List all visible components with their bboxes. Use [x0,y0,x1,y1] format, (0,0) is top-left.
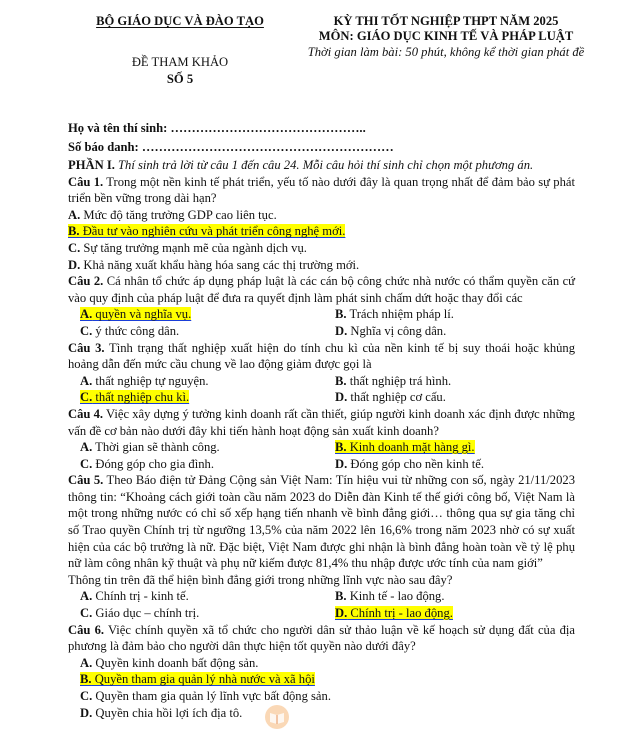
option-letter: C. [80,456,93,471]
q1-option-c[interactable] [68,240,575,257]
option-text: Thời gian sẽ thành công. [92,440,220,455]
q4-option-d[interactable] [335,456,575,473]
section-title: PHẦN I. [68,158,115,172]
option-letter: C. [80,606,93,621]
exam-number: SỐ 5 [166,72,194,86]
answer-highlight [80,672,315,686]
option-letter: B. [335,373,347,388]
option-letter: A. [80,440,93,455]
question-text: Việc xây dựng ý tưởng kinh doanh rất cần thiết, giúp người kinh doanh xác định được những vấn đề cơ bản nào dưới đây khi tiến hành hoạt động sản xuất kinh doanh? [68,406,575,438]
q5-option-a[interactable] [68,588,335,605]
q5-option-d[interactable] [335,605,575,622]
q2-option-c[interactable] [68,323,335,340]
exam-time: Thời gian làm bài: 50 phút, không kể thời gian phát đề [307,45,585,59]
option-text: Quyền kinh doanh bất động sản. [92,655,259,670]
q1-option-a[interactable] [68,207,575,224]
option-letter: D. [335,606,348,621]
exam-subject: MÔN: GIÁO DỤC KINH TẾ VÀ PHÁP LUẬT [318,29,574,43]
option-text: Chính trị - kinh tế. [92,589,189,604]
q5-option-c[interactable] [68,605,335,622]
option-letter: D. [335,323,348,338]
q5-options-row-1 [68,588,575,605]
exam-content [68,157,575,721]
option-text: Quyền tham gia quản lý lĩnh vực bất động sản. [92,689,331,703]
question-label: Câu 6. [68,622,105,637]
option-letter: B. [80,672,92,687]
q3-option-d[interactable] [335,389,575,406]
q6-option-d[interactable] [68,705,575,722]
candidate-info [68,119,394,157]
q2-option-b[interactable] [335,306,575,323]
q2-option-a[interactable] [68,306,335,323]
watermark-book-icon [264,704,290,730]
option-text: Đầu tư vào nghiên cứu và phát triển công nghệ mới. [79,224,346,239]
ministry-name: BỘ GIÁO DỤC VÀ ĐÀO TẠO [96,14,264,28]
option-letter: C. [80,689,93,703]
option-letter: A. [80,589,93,604]
candidate-id-line: Số báo danh: …………………………………………………… [68,140,394,154]
option-letter: B. [335,440,347,455]
option-text: Quyền chia hồi lợi ích địa tô. [92,705,243,720]
section-heading [68,157,575,174]
option-letter: A. [80,655,93,670]
document-type: ĐỀ THAM KHẢO [131,55,229,69]
option-text: Sự tăng trưởng mạnh mẽ của ngành dịch vụ. [80,240,307,255]
q6-option-a[interactable] [68,655,575,672]
option-text: quyền và nghĩa vụ. [92,307,192,322]
q4-option-a[interactable] [68,439,335,456]
option-text: Mức độ tăng trưởng GDP cao liên tục. [80,207,277,222]
header-right [278,14,614,60]
q2-option-d[interactable] [335,323,575,340]
q3-option-a[interactable] [68,373,335,390]
question-text: Theo Báo điện tử Đảng Cộng sản Việt Nam: Tín hiệu vui từ những con số, ngày 21/11/2023 thông tin: “Khoảng cách giới toàn cầu năm 2023 do Diễn đàn Kinh tế thế giới công bố, Việt Nam là một trong những nước có chỉ số xếp hạng tiến nhanh về bình đẳng giới… thông qua sự gia tăng chỉ số Trao quyền Chính trị từ ngưỡng 13,5% của năm 2022 lên 16,6% trong năm 2023 nhờ có sự xuất hiện của các bộ trưởng là nữ. Đặc biệt, Việt Nam được ghi nhận là bình đẳng hoàn toàn về tỷ lệ phụ nữ làm công nhân kỹ thuật và phụ nữ kiếm được 81,4% thu nhập được ước tính của nam giới” [68,473,575,571]
question-3 [68,340,575,373]
q6-option-b[interactable] [68,671,575,688]
q1-option-d[interactable] [68,257,575,274]
option-text: Đóng góp cho nền kinh tế. [347,456,485,471]
option-text: Kinh tế - lao động. [346,589,445,604]
question-1 [68,174,575,207]
option-letter: B. [335,589,347,604]
q4-options-row-1 [68,439,575,456]
option-letter: D. [335,390,348,405]
q3-options-row-2 [68,389,575,406]
option-text: thất nghiệp cơ cấu. [347,390,446,405]
option-letter: A. [80,373,93,388]
option-text: Đóng góp cho gia đình. [92,456,214,471]
option-text: thất nghiệp trá hình. [346,373,452,388]
q3-option-b[interactable] [335,373,575,390]
option-letter: D. [68,257,81,272]
option-text: Kinh doanh mặt hàng gì. [346,440,475,455]
answer-highlight [335,440,475,454]
q4-option-b[interactable] [335,439,575,456]
question-text: Trong một nền kinh tế phát triển, yếu tố nào dưới đây là quan trọng nhất để đảm bảo sự phát triển bền vững trong dài hạn? [68,174,575,206]
option-letter: B. [335,307,347,322]
option-text: Quyền tham gia quản lý nhà nước và xã hội [91,672,315,687]
answer-highlight [68,224,345,238]
q2-options-row-2 [68,323,575,340]
header-left [80,14,280,87]
question-text: Việc chính quyền xã tổ chức cho người dân sử thảo luận về kế hoạch sử dụng đất của địa phương là đảm bảo cho người dân thực hiện tốt quyền nào dưới đây? [68,622,575,654]
option-text: Khả năng xuất khẩu hàng hóa sang các thị trường mới. [80,257,360,272]
option-text: Nghĩa vị công dân. [347,323,447,338]
option-text: ý thức công dân. [92,323,180,338]
q4-options-row-2 [68,456,575,473]
candidate-name-line: Họ và tên thí sinh: ……………………………………….. [68,121,366,135]
question-label: Câu 4. [68,406,104,421]
option-letter: C. [80,323,93,338]
q4-option-c[interactable] [68,456,335,473]
option-letter: D. [80,705,93,720]
q5-option-b[interactable] [335,588,575,605]
question-label: Câu 3. [68,340,105,355]
question-text: Tình trạng thất nghiệp xuất hiện do tính chu kì của nền kinh tế bị suy thoái hoặc khủng hoảng dẫn đến mức cầu chung về lao động giảm được gọi là [68,340,576,372]
section-instruction: Thí sinh trả lời từ câu 1 đến câu 24. Mỗi câu hỏi thí sinh chỉ chọn một phương án. [114,158,534,172]
option-text: thất nghiệp tự nguyện. [92,373,209,388]
option-letter: C. [80,390,93,405]
option-letter: A. [80,307,93,322]
option-letter: A. [68,207,81,222]
question-5-prompt: Thông tin trên đã thể hiện bình đẳng giới trong những lĩnh vực nào sau đây? [68,572,453,587]
question-text: Cá nhân tổ chức áp dụng pháp luật là các cán bộ công chức nhà nước có thẩm quyền căn cứ vào quy định của pháp luật để đưa ra quyết định làm phát sinh chấm dứt hoặc thay đổi các [68,274,575,305]
q3-options-row-1 [68,373,575,390]
q1-option-b[interactable] [68,223,575,240]
answer-highlight [80,307,191,321]
option-letter: C. [68,240,81,255]
answer-highlight [80,390,189,404]
q3-option-c[interactable] [68,389,335,406]
q6-option-c[interactable] [68,688,575,705]
question-2 [68,273,575,306]
question-label: Câu 2. [68,274,104,289]
question-label: Câu 5. [68,473,104,488]
option-text: Trách nhiệm pháp lí. [346,307,454,322]
question-5 [68,472,575,572]
question-6 [68,622,575,655]
option-letter: B. [68,224,80,239]
answer-highlight [335,606,453,620]
question-4 [68,406,575,439]
question-label: Câu 1. [68,174,104,189]
option-text: Giáo dục – chính trị. [92,606,200,621]
q2-options-row-1 [68,306,575,323]
exam-title: KỲ THI TỐT NGHIỆP THPT NĂM 2025 [333,14,559,28]
q5-options-row-2 [68,605,575,622]
option-text: Chính trị - lao động. [347,606,453,621]
option-text: thất nghiệp chu kì. [92,390,190,405]
option-letter: D. [335,456,348,471]
